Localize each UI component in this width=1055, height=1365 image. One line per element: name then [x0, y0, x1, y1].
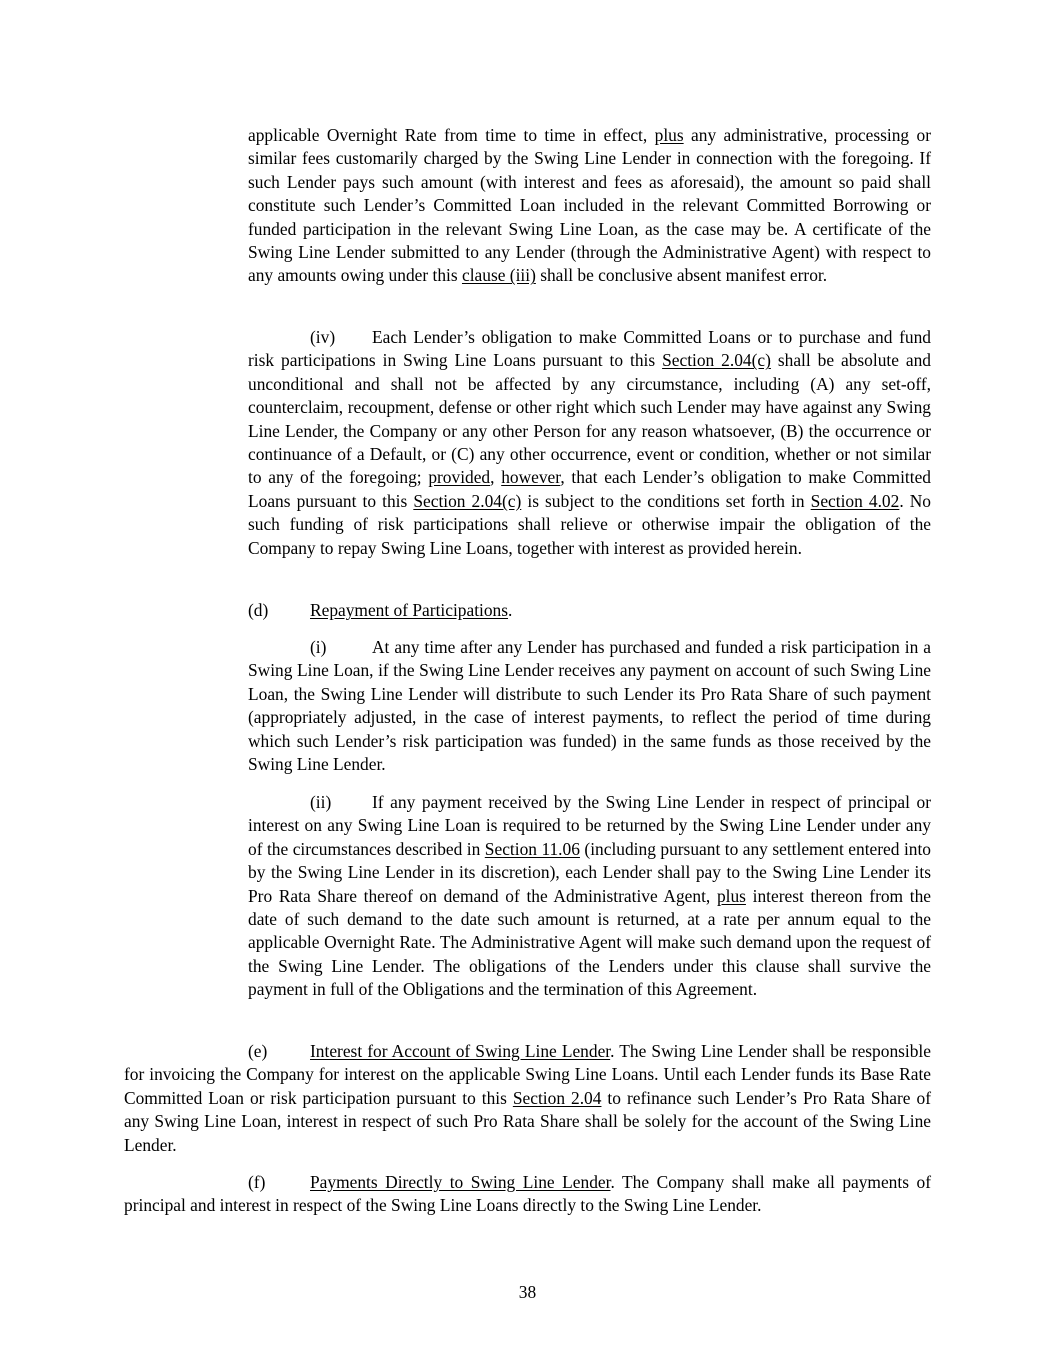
- text: . The Swing Line Lender shall be responsible for invoicing the Company for interest on the applicable Swing Line Loans. Until each Lender funds its Base Rate Committed Loan or risk participation pursuant to this: [124, 1041, 931, 1108]
- paragraph-i: [248, 636, 931, 776]
- text: Each Lender’s obligation to make Committed Loans or to purchase and fund risk participations in Swing Line Loans pursuant to this: [248, 327, 931, 371]
- emphasis-plus: plus: [716, 885, 746, 906]
- cross-reference: Section 2.04(c): [413, 490, 522, 511]
- paragraph-iv: [248, 326, 931, 560]
- text: ,: [490, 467, 502, 488]
- section-label: (e): [248, 1041, 268, 1061]
- text: If any payment received by the Swing Line Lender in respect of principal or interest on any Swing Line Loan is required to be returned by the Swing Line Lender under any of the circumstances described in: [248, 792, 931, 859]
- emphasis-provided: provided: [428, 467, 491, 488]
- section-title: Interest for Account of Swing Line Lender: [310, 1041, 611, 1061]
- text: any administrative, processing or similar fees customarily charged by the Swing Line Lender in connection with the foregoing. If such Lender pays such amount (with interest and fees as aforesaid), the amount so paid shall constitute such Lender’s Committed Loan included in the relevant Committed Borrowing or funded participation in the relevant Swing Line Loan, as the case may be. A certificate of the Swing Line Lender submitted to any Lender (through the Administrative Agent) with respect to any amounts owing under this: [248, 125, 932, 286]
- text: applicable Overnight Rate from time to time in effect,: [248, 125, 655, 145]
- page-number: 38: [518, 1282, 537, 1302]
- clause-label: (ii): [310, 792, 332, 812]
- paragraph-ii: [248, 791, 931, 1002]
- paragraph-e: [124, 1040, 931, 1157]
- text: shall be conclusive absent manifest error.: [535, 265, 828, 286]
- text: is subject to the conditions set forth in: [521, 490, 811, 511]
- paragraph-f: [124, 1171, 931, 1218]
- text: to refinance such Lender’s Pro Rata Share of any Swing Line Loan, interest in respect of such Pro Rata Share shall be solely for the account of the Swing Line Lender.: [124, 1087, 931, 1155]
- cross-reference: Section 4.02: [810, 490, 900, 511]
- section-label: (f): [248, 1172, 266, 1192]
- cross-reference: clause (iii): [461, 265, 536, 286]
- section-title: Payments Directly to Swing Line Lender: [310, 1172, 611, 1192]
- section-label: (d): [248, 600, 269, 620]
- paragraph-continuation: [248, 124, 931, 288]
- text: . No such funding of risk participations shall relieve or otherwise impair the obligation of the Company to repay Swing Line Loans, together with interest as provided herein.: [248, 490, 931, 558]
- text: (including pursuant to any settlement entered into by the Swing Line Lender in its discretion), each Lender shall pay to the Swing Line Lender its Pro Rata Share thereof on demand of the Administrative Agent,: [248, 838, 932, 906]
- section-title: Repayment of Participations: [310, 600, 509, 620]
- cross-reference: Section 11.06: [484, 838, 580, 859]
- text: . The Company shall make all payments of principal and interest in respect of the Swing Line Loans directly to the Swing Line Lender.: [124, 1172, 931, 1216]
- cross-reference: Section 2.04: [512, 1087, 602, 1108]
- text: At any time after any Lender has purchased and funded a risk participation in a Swing Line Loan, if the Swing Line Lender receives any payment on account of such Swing Line Loan, the Swing Line Lender will distribute to such Lender its Pro Rata Share of such payment (appropriately adjusted, in the case of interest payments, to reflect the period of time during which such Lender’s risk participation was funded) in the same funds as those received by the Swing Line Lender.: [248, 637, 931, 775]
- text: .: [508, 600, 513, 620]
- clause-label: (i): [310, 637, 327, 657]
- clause-label: (iv): [310, 327, 336, 347]
- section-heading-d: [248, 599, 931, 622]
- text: interest thereon from the date of such demand to the date such amount is returned, at a rate per annum equal to the applicable Overnight Rate. The Administrative Agent will make such demand upon the request of the Swing Line Lender. The obligations of the Lenders under this clause shall survive the payment in full of the Obligations and the termination of this Agreement.: [248, 885, 931, 1000]
- emphasis-however: however: [501, 467, 561, 488]
- cross-reference: Section 2.04(c): [662, 350, 771, 371]
- text: shall be absolute and unconditional and shall not be affected by any circumstance, including (A) any set-off, counterclaim, recoupment, defense or other right which such Lender may have against any Swing Line Lender, the Company or any other Person for any reason whatsoever, (B) the occurrence or continuance of a Default, or (C) any other occurrence, event or condition, whether or not similar to any of the foregoing;: [248, 350, 931, 488]
- emphasis-plus: plus: [654, 125, 684, 145]
- text: , that each Lender’s obligation to make Committed Loans pursuant to this: [248, 467, 931, 511]
